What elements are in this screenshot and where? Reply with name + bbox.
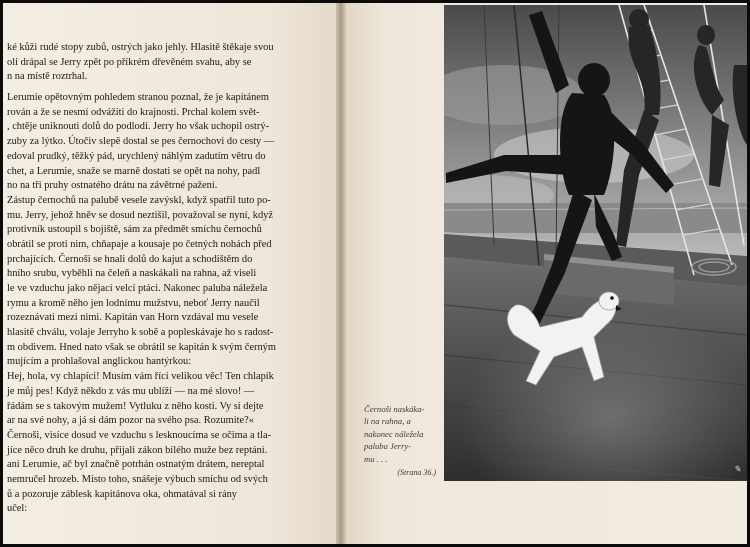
text-line: ar na své nohy, a já si dám pozor na svého psa. Rozumite?«	[7, 415, 254, 427]
text-line: oli drápal se Jerry zpět po příkrém dřevěném svahu, aby se	[7, 56, 252, 68]
text-line: učel:	[7, 503, 28, 515]
illustration-caption	[364, 403, 436, 479]
text-line: hlasitě chválu, volaje Jerryho k sobě a popleskávaje ho s radost-	[7, 327, 274, 339]
illustration-artwork	[444, 5, 747, 481]
text-line: Zástup černochů na palubě vesele zavýskl, když spatřil tuto po-	[7, 194, 271, 206]
book-gutter	[336, 3, 346, 544]
ship-deck-illustration	[444, 5, 747, 481]
body-text	[7, 41, 333, 517]
text-line: mu. Jerry, jehož hněv se dosud neztišil, považoval se nyní, když	[7, 209, 273, 221]
text-line: Černoši, visíce dosud ve vzduchu s lesknoucíma se očima a tla-	[7, 429, 272, 441]
text-line: n na místě roztrhal.	[7, 71, 88, 83]
caption-line: paluba Jerry-	[364, 441, 412, 452]
text-line: zuby za lýtko. Útočiv slepě dostal se pes černochovi do cesty —	[7, 136, 275, 148]
text-line: hního srubu, vyběhli na čeleň a naskákali na rahna, až viseli	[7, 268, 257, 280]
text-line: chet, a Lerumie, snaže se marně dostati se opět na nohy, padl	[7, 165, 261, 177]
caption-line: li na rahna, a	[364, 416, 411, 427]
caption-line: nakonec náležela	[364, 428, 424, 439]
text-line: Lerumie opětovným pohledem stranou poznal, že je kapitánem	[7, 92, 269, 104]
text-line: protivník ustoupil s bojiště, sám za předmět smíchu černochů	[7, 224, 262, 236]
text-line: ů a pozoruje záblesk kapitánova oka, ohmatával si rány	[7, 488, 237, 500]
text-line: no na tři pruhy ostnatého drátu na závětrné pažení.	[7, 180, 218, 192]
text-line: edoval prudký, těžký pád, urychlený náhlým zadutím větru do	[7, 150, 266, 162]
page-reference: (Strana 36.)	[397, 468, 436, 478]
text-line: je můj pes! Když někdo z vás mu ublíží — na mé slovo! —	[7, 385, 255, 397]
caption-line: Černoši naskáka-	[364, 404, 425, 414]
text-line: nemručel hrozeb. Místo toho, snášeje výbuch smíchu od svých	[7, 473, 268, 485]
text-line: řádám se s takovým mužem! Vytluku z něho kosti. Vy si dejte	[7, 400, 264, 412]
text-line: , chtěje uniknouti dolů do podlodí. Jerry ho však uchopil ostrý-	[7, 121, 270, 133]
book-spread	[3, 3, 747, 544]
text-line: prchajících. Černoši se hnali dolů do kajut a schodištěm do	[7, 253, 253, 265]
text-line: ké kůži rudé stopy zubů, ostrých jako jehly. Hlasitě štěkaje svou	[7, 42, 274, 53]
text-line: rymu a kromě něho jen lodnímu mužstvu, neboť Jerry naučil	[7, 297, 260, 309]
right-page	[346, 3, 747, 544]
text-line: obrátil se proti nim, chňapaje a kousaje po četných nohách před	[7, 238, 272, 250]
text-line: rován a že se nesmí odvážiti do krajnosti. Prchal kolem svět-	[7, 106, 260, 118]
artist-signature: ✎	[733, 464, 741, 474]
text-line: jíce něco druh ke druhu, přijali zákon bílého muže bez reptání.	[7, 444, 268, 456]
text-line: rozeznávati mezi nimi. Kapitán van Horn vzdával mu vesele	[7, 312, 259, 324]
text-line: mujícím a prohlašoval anglickou hantýrkou:	[7, 356, 192, 368]
caption-line: mu . . .	[364, 453, 388, 464]
text-line: m obdivem. Hned nato však se obrátil se kapitán k svým černým	[7, 341, 276, 353]
text-line: ani Lerumie, ač byl značně potrhán ostnatým drátem, nereptal	[7, 459, 265, 471]
text-line: le ve vzduchu jako nějací velcí ptáci. Nakonec paluba náležela	[7, 283, 268, 294]
left-page	[3, 3, 336, 544]
text-line: Hej, hola, vy chlapíci! Musím vám říci velikou věc! Ten chlapík	[7, 371, 274, 383]
